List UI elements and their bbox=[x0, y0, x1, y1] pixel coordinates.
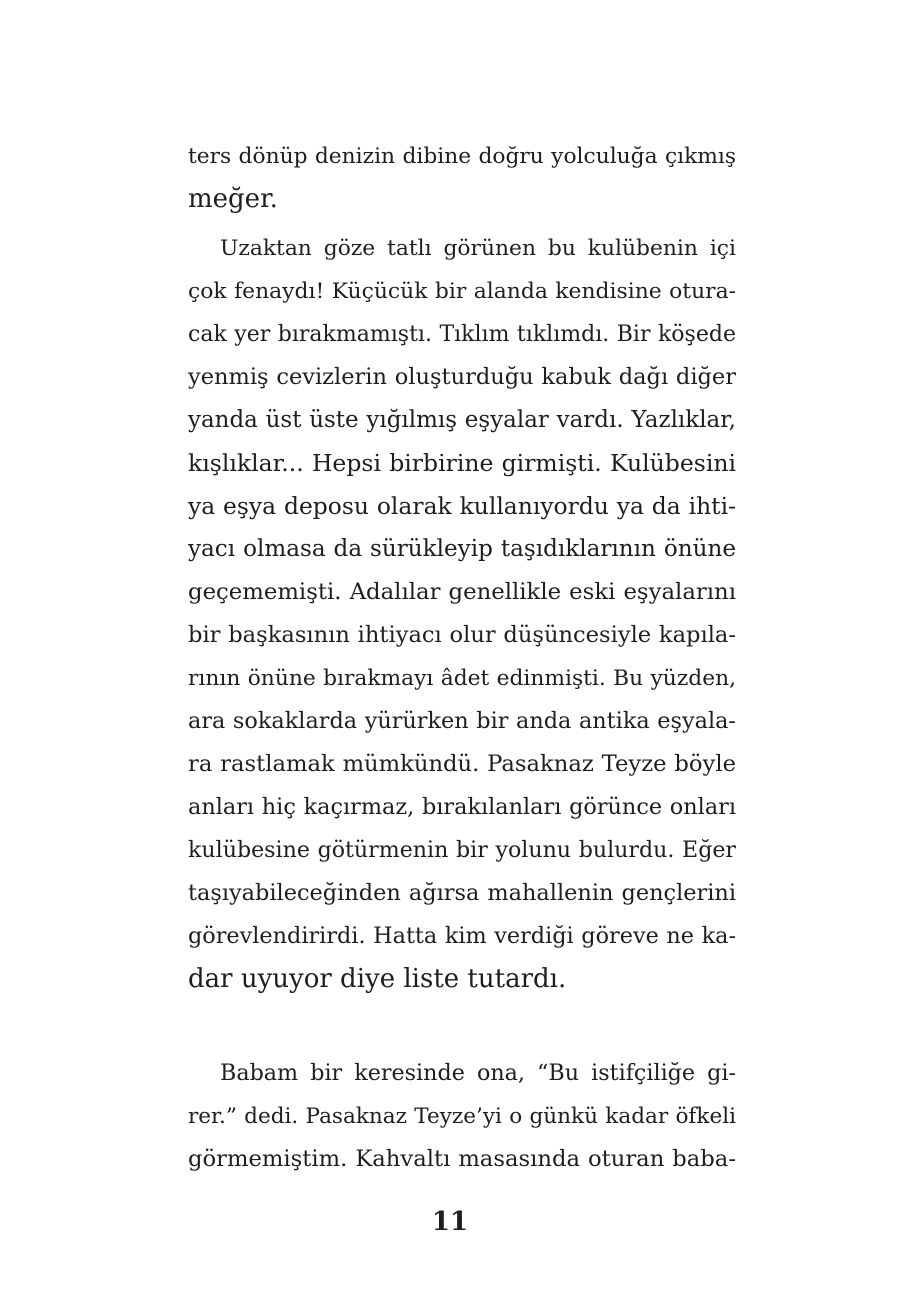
text-line: Babam bir keresinde ona, “Bu istifçiliğe gi- bbox=[220, 1060, 736, 1086]
paragraph-babam bbox=[188, 1052, 736, 1181]
text-line: kulübesine götürmenin bir yolunu bulurdu. Eğer bbox=[188, 837, 736, 863]
text-line: geçememişti. Adalılar genellikle eski eşyalarını bbox=[188, 579, 736, 605]
text-line: çok fenaydı! Küçücük bir alanda kendisine otura- bbox=[188, 279, 736, 304]
text-line: ra rastlamak mümkündü. Pasaknaz Teyze böyle bbox=[188, 751, 736, 777]
text-line: kışlıklar... Hepsi birbirine girmişti. Kulübesini bbox=[188, 449, 736, 477]
text-line: görmemiştim. Kahvaltı masasında oturan baba- bbox=[188, 1146, 736, 1172]
text-line: yanda üst üste yığılmış eşyalar vardı. Yazlıklar, bbox=[188, 407, 736, 433]
page-number: 11 bbox=[431, 1207, 469, 1237]
text-line: ya eşya deposu olarak kullanıyordu ya da ihti- bbox=[188, 492, 736, 520]
text-line: meğer. bbox=[188, 184, 278, 214]
text-line: bir başkasının ihtiyacı olur düşüncesiyle kapıla- bbox=[188, 622, 736, 648]
text-line: yenmiş cevizlerin oluşturduğu kabuk dağı diğer bbox=[188, 364, 736, 390]
text-line: görevlendirirdi. Hatta kim verdiği göreve ne ka- bbox=[188, 923, 736, 949]
text-line: cak yer bırakmamıştı. Tıklım tıklımdı. Bir köşede bbox=[188, 322, 736, 347]
text-line: rer.” dedi. Pasaknaz Teyze’yi o günkü kadar öfkeli bbox=[188, 1104, 736, 1129]
text-line: ara sokaklarda yürürken bir anda antika eşyala- bbox=[188, 708, 736, 734]
text-line: ters dönüp denizin dibine doğru yolculuğa çıkmış bbox=[188, 144, 736, 169]
paragraph-kulube bbox=[188, 227, 736, 1001]
text-line: Uzaktan göze tatlı görünen bu kulübenin içi bbox=[220, 236, 736, 261]
paragraph-continuation bbox=[188, 135, 736, 221]
text-line: anları hiç kaçırmaz, bırakılanları görünce onları bbox=[188, 794, 736, 820]
text-line: rının önüne bırakmayı âdet edinmişti. Bu yüzden, bbox=[188, 666, 736, 691]
text-line: yacı olmasa da sürükleyip taşıdıklarının önüne bbox=[188, 536, 736, 562]
text-line: taşıyabileceğinden ağırsa mahallenin gençlerini bbox=[188, 880, 736, 906]
text-line: dar uyuyor diye liste tutardı. bbox=[188, 964, 567, 994]
